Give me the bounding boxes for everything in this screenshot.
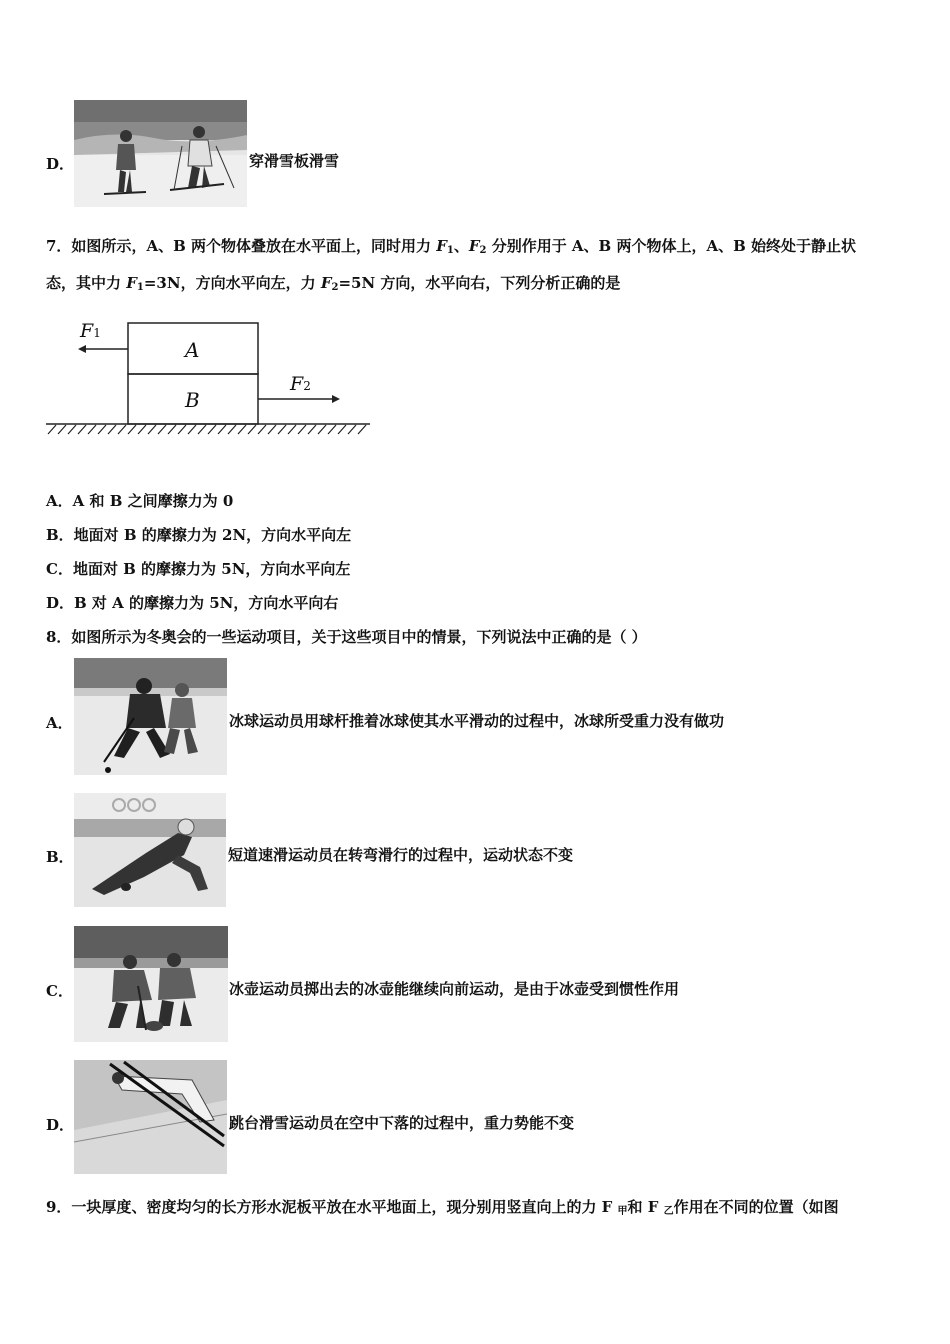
f2-subscript-2: 2 — [331, 282, 339, 293]
f1-label — [80, 320, 101, 342]
speed-skating-photo — [74, 793, 226, 907]
q9-sub-jia: 甲 — [617, 1206, 628, 1217]
f2-subscript: 2 — [479, 245, 487, 256]
f2-label-sub: 2 — [303, 379, 311, 393]
q9-stem-b: 作用在不同的位置（如图 — [673, 1198, 839, 1216]
q7-sep: 、 — [453, 237, 469, 255]
ski-jumping-photo — [74, 1060, 227, 1174]
q7-stem-line2 — [46, 273, 620, 298]
q8-option-a-letter: A． — [46, 714, 73, 732]
f2-symbol-2: F — [320, 274, 332, 292]
q7-line2-c: =5N 方向，水平向右，下列分析正确的是 — [338, 274, 621, 292]
block-b-label: B — [185, 388, 200, 412]
f1-subscript-2: 1 — [136, 282, 144, 293]
f2-label-sym: F — [290, 373, 304, 395]
ice-hockey-photo — [74, 658, 227, 775]
skiing-photo — [74, 100, 247, 207]
q7-option-b: B．地面对 B 的摩擦力为 2N，方向水平向左 — [46, 526, 352, 544]
f1-symbol: F — [436, 237, 447, 255]
f2-symbol: F — [468, 237, 480, 255]
block-a-label: A — [185, 338, 200, 362]
q9-stem-a: 9．一块厚度、密度均匀的长方形水泥板平放在水平地面上，现分别用竖直向上的力 F — [46, 1198, 618, 1216]
f2-label — [290, 373, 311, 395]
f1-subscript: 1 — [446, 245, 454, 256]
q7-stem-line1 — [46, 236, 856, 261]
q8-option-d-letter: D． — [46, 1116, 75, 1134]
ground-hatch — [48, 425, 366, 434]
q8-option-c-text: 冰壶运动员掷出去的冰壶能继续向前运动，是由于冰壶受到惯性作用 — [229, 980, 680, 998]
q8-option-b-letter: B． — [46, 848, 74, 866]
q8-option-c-letter: C． — [46, 982, 73, 1000]
q8-option-a-text: 冰球运动员用球杆推着冰球使其水平滑动的过程中，冰球所受重力没有做功 — [229, 712, 725, 730]
q7-option-d: D．B 对 A 的摩擦力为 5N，方向水平向右 — [46, 594, 339, 612]
q7-line2-b: =3N，方向水平向左，力 — [143, 274, 321, 292]
q8-option-b-text: 短道速滑运动员在转弯滑行的过程中，运动状态不变 — [228, 846, 574, 864]
f1-label-sub: 1 — [93, 326, 101, 340]
q6-option-d-text: 穿滑雪板滑雪 — [249, 152, 340, 170]
q6-option-d-letter: D． — [46, 155, 75, 173]
f2-arrowhead — [332, 395, 340, 403]
q8-stem: 8．如图所示为冬奥会的一些运动项目，关于这些项目中的情景，下列说法中正确的是（ ） — [46, 628, 647, 646]
f1-label-sym: F — [80, 320, 94, 342]
f1-symbol-2: F — [126, 274, 137, 292]
q9-stem — [46, 1197, 839, 1222]
f1-arrowhead — [78, 345, 86, 353]
q9-sub-yi: 乙 — [663, 1206, 674, 1217]
q7-option-a: A．A 和 B 之间摩擦力为 0 — [46, 492, 234, 510]
curling-photo — [74, 926, 228, 1042]
q7-line1-a: 7．如图所示，A、B 两个物体叠放在水平面上，同时用力 — [46, 237, 437, 255]
q7-line1-b: 分别作用于 A、B 两个物体上，A、B 始终处于静止状 — [486, 237, 856, 255]
q7-force-diagram — [44, 316, 374, 440]
q7-line2-a: 态，其中力 — [46, 274, 127, 292]
q9-mid: 和 F — [627, 1198, 664, 1216]
q7-option-c: C．地面对 B 的摩擦力为 5N，方向水平向左 — [46, 560, 351, 578]
q8-option-d-text: 跳台滑雪运动员在空中下落的过程中，重力势能不变 — [229, 1114, 575, 1132]
